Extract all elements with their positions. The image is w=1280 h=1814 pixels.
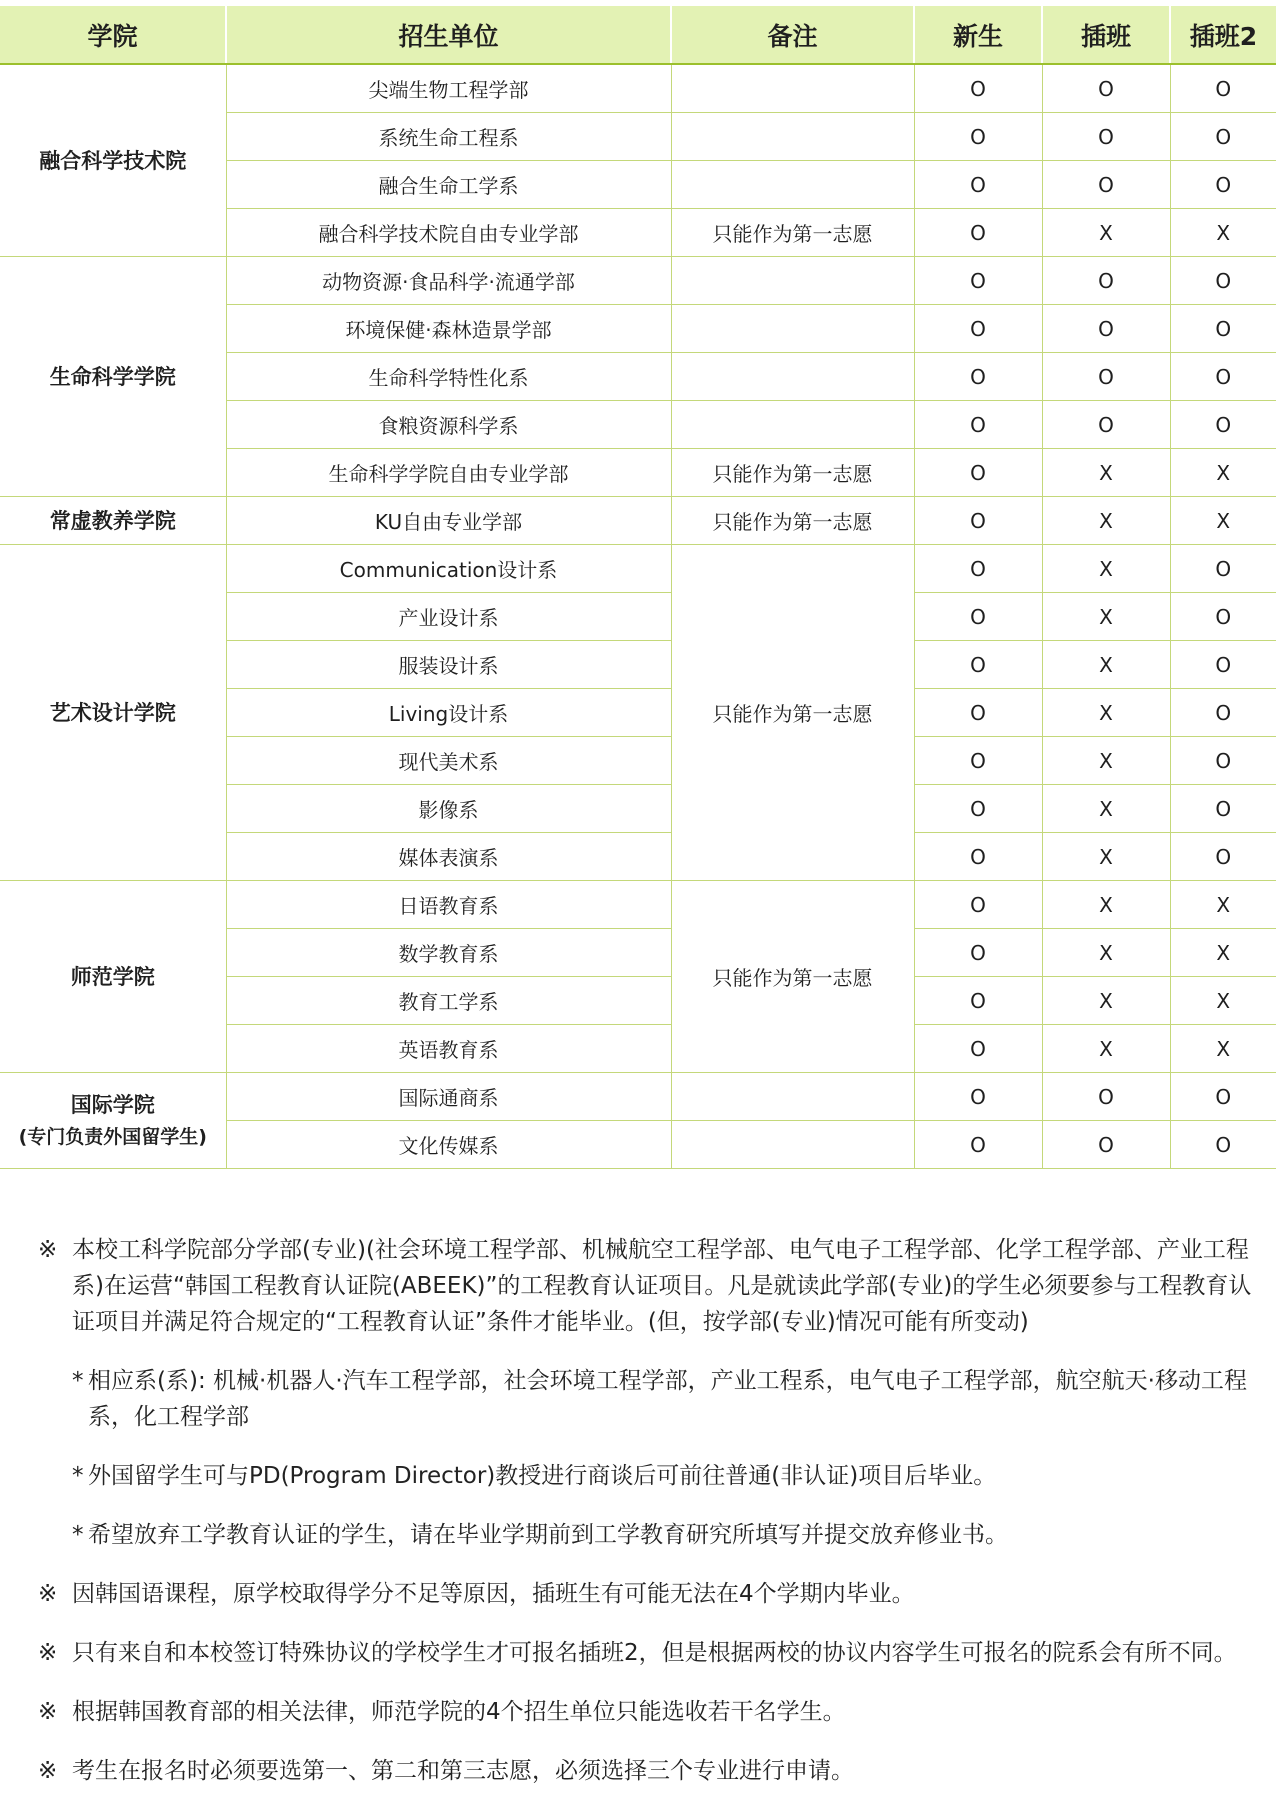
admission-unit-cell: 动物资源·食品科学·流通学部: [226, 257, 671, 305]
college-name: 生命科学学院: [49, 364, 176, 389]
transfer-mark: X: [1042, 593, 1170, 641]
college-name: 常虚教养学院: [49, 508, 176, 533]
remark-cell: 只能作为第一志愿: [671, 881, 914, 1073]
subnote-abandon-certification: [38, 1517, 1274, 1553]
admission-unit-cell: KU自由专业学部: [226, 497, 671, 545]
subnote-text: 希望放弃工学教育认证的学生，请在毕业学期前到工学教育研究所填写并提交放弃修业书。: [88, 1522, 1008, 1548]
admission-unit-cell: 教育工学系: [226, 977, 671, 1025]
transfer2-mark: O: [1170, 833, 1276, 881]
remark-cell: [671, 401, 914, 449]
admission-unit-cell: 影像系: [226, 785, 671, 833]
note-text: 根据韩国教育部的相关法律，师范学院的4个招生单位只能选收若干名学生。: [72, 1699, 846, 1725]
college-cell: [0, 881, 226, 1073]
transfer2-mark: O: [1170, 593, 1276, 641]
freshman-mark: O: [914, 113, 1042, 161]
admission-unit-cell: 服装设计系: [226, 641, 671, 689]
college-cell: [0, 1073, 226, 1169]
remark-cell: [671, 353, 914, 401]
transfer-mark: O: [1042, 401, 1170, 449]
admission-unit-cell: Living设计系: [226, 689, 671, 737]
remark-cell: 只能作为第一志愿: [671, 497, 914, 545]
table-row: [0, 64, 1276, 113]
table-body: [0, 64, 1276, 1169]
freshman-mark: O: [914, 209, 1042, 257]
header-remark: 备注: [671, 6, 914, 64]
admission-unit-cell: Communication设计系: [226, 545, 671, 593]
remark-cell: [671, 1121, 914, 1169]
admission-unit-cell: 系统生命工程系: [226, 113, 671, 161]
admission-unit-cell: 文化传媒系: [226, 1121, 671, 1169]
transfer-mark: X: [1042, 1025, 1170, 1073]
freshman-mark: O: [914, 737, 1042, 785]
freshman-mark: O: [914, 881, 1042, 929]
header-transfer: 插班: [1042, 6, 1170, 64]
remark-cell: [671, 64, 914, 113]
freshman-mark: O: [914, 1025, 1042, 1073]
admission-unit-cell: 产业设计系: [226, 593, 671, 641]
transfer-mark: O: [1042, 1073, 1170, 1121]
college-name: 师范学院: [70, 964, 155, 989]
college-cell: [0, 64, 226, 257]
admission-unit-cell: 数学教育系: [226, 929, 671, 977]
college-subtitle: (专门负责外国留学生): [18, 1125, 207, 1148]
transfer-mark: X: [1042, 737, 1170, 785]
transfer2-mark: X: [1170, 497, 1276, 545]
admission-unit-cell: 英语教育系: [226, 1025, 671, 1073]
reference-mark-icon: ※: [38, 1758, 58, 1784]
table-row: [0, 545, 1276, 593]
freshman-mark: O: [914, 161, 1042, 209]
college-name: 融合科学技术院: [39, 148, 187, 173]
remark-cell: [671, 1073, 914, 1121]
header-transfer2: 插班2: [1170, 6, 1276, 64]
admission-unit-cell: 环境保健·森林造景学部: [226, 305, 671, 353]
transfer2-mark: O: [1170, 353, 1276, 401]
transfer-mark: X: [1042, 833, 1170, 881]
transfer-mark: X: [1042, 449, 1170, 497]
note-text: 本校工科学院部分学部(专业)(社会环境工程学部、机械航空工程学部、电气电子工程学部、化学工程学部、产业工程系)在运营“韩国工程教育认证院(ABEEK)”的工程教育认证项目。凡是就读此学部(专业)的学生必须要参与工程教育认证项目并满足符合规定的“工程教育认证”条件才能毕业。(但，按学部(专业)情况可能有所变动): [72, 1237, 1252, 1335]
table-row: [0, 881, 1276, 929]
admission-unit-cell: 生命科学特性化系: [226, 353, 671, 401]
remark-cell: 只能作为第一志愿: [671, 209, 914, 257]
table-header-row: [0, 6, 1276, 64]
table-row: [0, 497, 1276, 545]
freshman-mark: O: [914, 689, 1042, 737]
remark-cell: [671, 305, 914, 353]
transfer-mark: X: [1042, 497, 1170, 545]
transfer2-mark: O: [1170, 305, 1276, 353]
table-row: [0, 1073, 1276, 1121]
admission-unit-cell: 媒体表演系: [226, 833, 671, 881]
admission-unit-cell: 食粮资源科学系: [226, 401, 671, 449]
remark-cell: [671, 161, 914, 209]
table-row: [0, 257, 1276, 305]
freshman-mark: O: [914, 785, 1042, 833]
reference-mark-icon: ※: [38, 1640, 58, 1666]
freshman-mark: O: [914, 1121, 1042, 1169]
remark-cell: 只能作为第一志愿: [671, 449, 914, 497]
header-admission-unit: 招生单位: [226, 6, 671, 64]
admission-unit-cell: 融合科学技术院自由专业学部: [226, 209, 671, 257]
transfer2-mark: X: [1170, 1025, 1276, 1073]
notes-section: [38, 1232, 1274, 1812]
freshman-mark: O: [914, 833, 1042, 881]
reference-mark-icon: ※: [38, 1699, 58, 1725]
subnote-program-director: [38, 1458, 1274, 1494]
admission-units-table: [0, 6, 1276, 1169]
remark-cell: 只能作为第一志愿: [671, 545, 914, 881]
transfer2-mark: X: [1170, 449, 1276, 497]
freshman-mark: O: [914, 1073, 1042, 1121]
subnote-related-departments: [38, 1363, 1274, 1435]
transfer2-mark: O: [1170, 257, 1276, 305]
reference-mark-icon: ※: [38, 1237, 58, 1263]
asterisk-icon: *: [72, 1522, 84, 1548]
freshman-mark: O: [914, 929, 1042, 977]
freshman-mark: O: [914, 545, 1042, 593]
transfer-mark: X: [1042, 785, 1170, 833]
transfer2-mark: O: [1170, 1121, 1276, 1169]
note-text: 因韩国语课程，原学校取得学分不足等原因，插班生有可能无法在4个学期内毕业。: [72, 1581, 915, 1607]
remark-cell: [671, 113, 914, 161]
transfer-mark: X: [1042, 641, 1170, 689]
transfer-mark: X: [1042, 209, 1170, 257]
subnote-text: 相应系(系): 机械·机器人·汽车工程学部，社会环境工程学部，产业工程系，电气电子工程学部，航空航天·移动工程系，化工程学部: [88, 1368, 1247, 1430]
freshman-mark: O: [914, 353, 1042, 401]
college-name: 国际学院: [70, 1092, 155, 1117]
transfer-mark: O: [1042, 257, 1170, 305]
note-education-college-quota: [38, 1694, 1274, 1730]
transfer2-mark: O: [1170, 161, 1276, 209]
transfer-mark: X: [1042, 545, 1170, 593]
transfer2-mark: X: [1170, 929, 1276, 977]
college-cell: [0, 497, 226, 545]
transfer-mark: X: [1042, 977, 1170, 1025]
transfer-mark: O: [1042, 64, 1170, 113]
admission-unit-cell: 生命科学学院自由专业学部: [226, 449, 671, 497]
admission-unit-cell: 日语教育系: [226, 881, 671, 929]
transfer-mark: X: [1042, 881, 1170, 929]
admission-unit-cell: 现代美术系: [226, 737, 671, 785]
transfer2-mark: O: [1170, 64, 1276, 113]
freshman-mark: O: [914, 977, 1042, 1025]
transfer2-mark: O: [1170, 401, 1276, 449]
freshman-mark: O: [914, 641, 1042, 689]
college-cell: [0, 545, 226, 881]
transfer2-mark: O: [1170, 641, 1276, 689]
transfer2-mark: O: [1170, 1073, 1276, 1121]
freshman-mark: O: [914, 257, 1042, 305]
note-transfer-graduation: [38, 1576, 1274, 1612]
freshman-mark: O: [914, 401, 1042, 449]
admission-unit-cell: 融合生命工学系: [226, 161, 671, 209]
college-cell: [0, 257, 226, 497]
note-text: 只有来自和本校签订特殊协议的学校学生才可报名插班2，但是根据两校的协议内容学生可报名的院系会有所不同。: [72, 1640, 1237, 1666]
asterisk-icon: *: [72, 1463, 84, 1489]
transfer-mark: O: [1042, 353, 1170, 401]
transfer2-mark: X: [1170, 977, 1276, 1025]
transfer2-mark: O: [1170, 113, 1276, 161]
freshman-mark: O: [914, 497, 1042, 545]
subnote-text: 外国留学生可与PD(Program Director)教授进行商谈后可前往普通(非认证)项目后毕业。: [88, 1463, 997, 1489]
note-three-choices: [38, 1753, 1274, 1789]
reference-mark-icon: ※: [38, 1581, 58, 1607]
transfer2-mark: O: [1170, 545, 1276, 593]
transfer-mark: X: [1042, 929, 1170, 977]
note-text: 考生在报名时必须要选第一、第二和第三志愿，必须选择三个专业进行申请。: [72, 1758, 854, 1784]
transfer2-mark: O: [1170, 785, 1276, 833]
asterisk-icon: *: [72, 1368, 84, 1394]
header-freshman: 新生: [914, 6, 1042, 64]
note-transfer2-eligibility: [38, 1635, 1274, 1671]
freshman-mark: O: [914, 64, 1042, 113]
freshman-mark: O: [914, 593, 1042, 641]
admission-unit-cell: 尖端生物工程学部: [226, 64, 671, 113]
transfer2-mark: O: [1170, 737, 1276, 785]
transfer-mark: O: [1042, 113, 1170, 161]
freshman-mark: O: [914, 305, 1042, 353]
freshman-mark: O: [914, 449, 1042, 497]
transfer2-mark: X: [1170, 881, 1276, 929]
header-college: 学院: [0, 6, 226, 64]
transfer-mark: O: [1042, 305, 1170, 353]
remark-cell: [671, 257, 914, 305]
transfer2-mark: X: [1170, 209, 1276, 257]
college-name: 艺术设计学院: [49, 700, 176, 725]
transfer2-mark: O: [1170, 689, 1276, 737]
note-abeek: [38, 1232, 1274, 1340]
transfer-mark: O: [1042, 1121, 1170, 1169]
admission-unit-cell: 国际通商系: [226, 1073, 671, 1121]
transfer-mark: X: [1042, 689, 1170, 737]
transfer-mark: O: [1042, 161, 1170, 209]
